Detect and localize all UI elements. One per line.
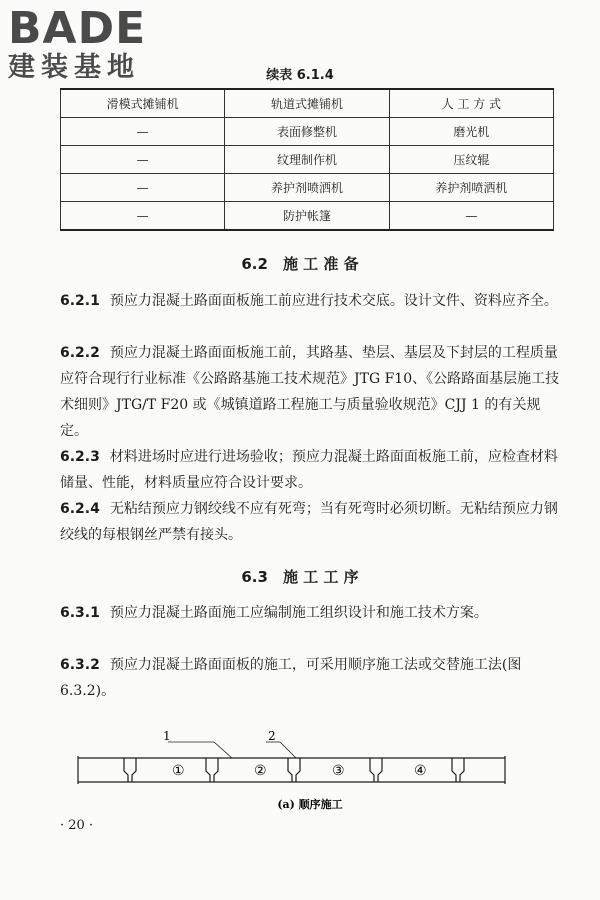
leader-label: 2 xyxy=(268,729,276,743)
leader-line xyxy=(214,742,232,758)
clause-number: 6.3.1 xyxy=(60,605,100,621)
slab-joint xyxy=(124,758,136,782)
clause-6-2-1 xyxy=(60,288,560,314)
clause-text: 材料进场时应进行进场验收；预应力混凝土路面面板施工前，应检查材料储量、性能，材料质量应符合设计要求。 xyxy=(60,449,558,491)
slab-joint xyxy=(452,758,464,782)
table-cell: 养护剂喷洒机 xyxy=(225,174,389,202)
clause-number: 6.2.3 xyxy=(60,449,100,465)
column-header: 滑模式摊铺机 xyxy=(61,89,225,118)
table-row xyxy=(61,174,554,202)
figure-caption: (a) 顺序施工 xyxy=(277,798,343,811)
table-cell: 压纹辊 xyxy=(389,146,553,174)
table-cell: 纹理制作机 xyxy=(225,146,389,174)
table-cell: 防护帐篷 xyxy=(225,202,389,231)
clause-6-2-3 xyxy=(60,444,560,496)
column-header: 轨道式摊铺机 xyxy=(225,89,389,118)
table-caption: 续表 6.1.4 xyxy=(266,68,334,83)
slab-label: ② xyxy=(254,763,267,779)
slab-label: ① xyxy=(172,763,185,779)
leader-label: 1 xyxy=(163,729,171,743)
table-cell: 磨光机 xyxy=(389,118,553,146)
logo-tagline: 建装基地 xyxy=(8,52,140,83)
page-number: · 20 · xyxy=(60,818,94,833)
slab-joint xyxy=(288,758,300,782)
section-title-6-3: 6.3 施 工 工 序 xyxy=(241,568,359,586)
table-cell: — xyxy=(389,202,553,231)
section-title-6-2: 6.2 施 工 准 备 xyxy=(241,255,359,273)
table-cell: — xyxy=(61,174,225,202)
slab-label: ③ xyxy=(332,763,345,779)
table-header-row xyxy=(61,89,554,118)
table-row xyxy=(61,202,554,231)
clause-text: 预应力混凝土路面面板施工前应进行技术交底。设计文件、资料应齐全。 xyxy=(109,293,558,309)
table-cell: — xyxy=(61,118,225,146)
clause-text: 预应力混凝土路面施工应编制施工组织设计和施工技术方案。 xyxy=(109,605,488,621)
table-cell: — xyxy=(61,202,225,231)
column-header: 人 工 方 式 xyxy=(389,89,553,118)
table-cell: 表面修整机 xyxy=(225,118,389,146)
slab-joint xyxy=(370,758,382,782)
clause-number: 6.2.1 xyxy=(60,293,100,309)
table-row xyxy=(61,118,554,146)
clause-text: 无粘结预应力钢绞线不应有死弯；当有死弯时必须切断。无粘结预应力钢绞线的每根钢丝严禁有接头。 xyxy=(60,501,558,543)
clause-text: 预应力混凝土路面面板的施工，可采用顺序施工法或交替施工法(图 6.3.2)。 xyxy=(60,657,522,699)
table-cell: — xyxy=(61,146,225,174)
leader-line xyxy=(280,742,296,758)
clause-6-2-2 xyxy=(60,340,560,444)
clause-text: 预应力混凝土路面面板施工前，其路基、垫层、基层及下封层的工程质量应符合现行行业标准《公路路基施工技术规范》JTG F10、《公路路面基层施工技术细则》JTG/T F20 或《城镇道路工程施工与质量验收规范》CJJ 1 的有关规定。 xyxy=(60,345,560,439)
clause-number: 6.2.2 xyxy=(60,345,100,361)
clause-number: 6.3.2 xyxy=(60,657,100,673)
clause-6-3-2 xyxy=(60,652,560,704)
clause-number: 6.2.4 xyxy=(60,501,100,517)
slab-label: ④ xyxy=(414,763,427,779)
clause-6-3-1 xyxy=(60,600,560,626)
table-cell: 养护剂喷洒机 xyxy=(389,174,553,202)
logo-brand: BADE xyxy=(8,3,147,54)
table-row xyxy=(61,146,554,174)
slab-joint xyxy=(206,758,218,782)
equipment-table xyxy=(60,88,554,231)
sequential-construction-diagram xyxy=(60,729,560,838)
clause-6-2-4 xyxy=(60,496,560,548)
